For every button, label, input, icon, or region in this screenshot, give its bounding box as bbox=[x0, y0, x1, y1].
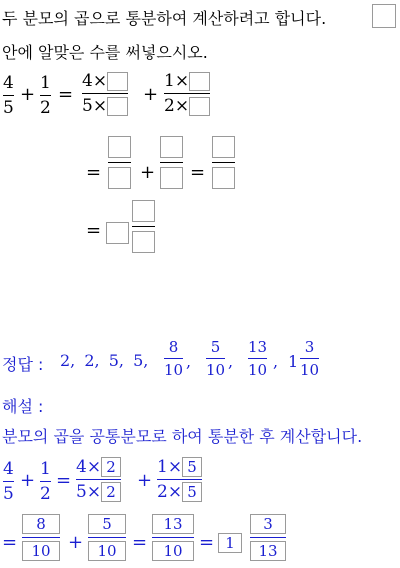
blank-box[interactable] bbox=[107, 97, 128, 116]
blank-fraction-2 bbox=[160, 136, 183, 189]
filled-box: 2 bbox=[101, 457, 121, 477]
expl-mixed-fraction: $\frac{3}{13}$ bbox=[250, 514, 286, 561]
expl-fraction-term-1: 4× 2 5× 2 bbox=[76, 456, 121, 503]
answer-label: 정답 : bbox=[2, 355, 44, 374]
answer-fraction-3: 13 10 bbox=[248, 338, 268, 379]
expl-mixed-whole: 1 bbox=[218, 533, 242, 553]
plus-sign: + bbox=[68, 532, 84, 553]
blank-fraction-mixed bbox=[132, 200, 155, 253]
blank-box[interactable] bbox=[160, 167, 183, 189]
equals-sign: = bbox=[199, 532, 215, 553]
blank-box[interactable] bbox=[189, 72, 210, 91]
plus-sign: + bbox=[137, 470, 153, 491]
answer-mixed-whole: 1 bbox=[288, 352, 299, 371]
plus-sign: + bbox=[143, 84, 159, 105]
blank-box[interactable] bbox=[107, 72, 128, 91]
answer-fraction-1: 8 10 bbox=[164, 338, 184, 379]
filled-box: 5 bbox=[182, 482, 202, 502]
blank-fraction-1 bbox=[108, 136, 131, 189]
blank-box[interactable] bbox=[132, 200, 155, 222]
expl-fraction-four-fifths: 4 5 bbox=[3, 459, 14, 504]
expl-fraction-term-2: 1× 5 2× 5 bbox=[157, 456, 202, 503]
expl-result-fraction-1: $\frac{8}{10}$ bbox=[22, 514, 60, 561]
fraction-one-half: 1 2 bbox=[40, 73, 51, 118]
fraction-four-fifths: 4 5 bbox=[3, 73, 14, 118]
answer-box-legend bbox=[372, 4, 396, 28]
plus-sign: + bbox=[140, 162, 156, 183]
equals-sign: = bbox=[56, 470, 72, 491]
equals-sign: = bbox=[2, 532, 18, 553]
blank-box[interactable] bbox=[132, 231, 155, 253]
explanation-label: 해설 : bbox=[2, 397, 44, 416]
equals-sign: = bbox=[86, 162, 102, 183]
comma: , bbox=[228, 352, 234, 371]
question-line-1: 두 분모의 곱으로 통분하여 계산하려고 합니다. bbox=[2, 9, 327, 28]
blank-box[interactable] bbox=[108, 136, 131, 158]
blank-box[interactable] bbox=[189, 97, 210, 116]
equals-sign: = bbox=[132, 532, 148, 553]
fraction-term-2: 1× 2× bbox=[164, 70, 210, 117]
filled-box: 5 bbox=[182, 457, 202, 477]
question-line-2: 안에 알맞은 수를 써넣으시오. bbox=[2, 43, 208, 62]
blank-fraction-3 bbox=[212, 136, 235, 189]
comma: , bbox=[186, 352, 192, 371]
expl-result-fraction-3: $\frac{13}{10}$ bbox=[152, 514, 194, 561]
fraction-term-1: 4× 5× bbox=[82, 70, 128, 117]
comma: , bbox=[273, 352, 279, 371]
blank-box[interactable] bbox=[212, 136, 235, 158]
expl-result-fraction-2: $\frac{5}{10}$ bbox=[88, 514, 126, 561]
explanation-text: 분모의 곱을 공통분모로 하여 통분한 후 계산합니다. bbox=[2, 427, 363, 446]
answer-fraction-2: 5 10 bbox=[206, 338, 226, 379]
answer-mixed-fraction: 3 10 bbox=[300, 338, 320, 379]
answer-plain-values: 2, 2, 5, 5, bbox=[60, 351, 149, 370]
blank-box[interactable] bbox=[212, 167, 235, 189]
plus-sign: + bbox=[20, 470, 36, 491]
blank-box[interactable] bbox=[108, 167, 131, 189]
blank-box-whole[interactable] bbox=[106, 222, 129, 244]
equals-sign: = bbox=[86, 220, 102, 241]
blank-box[interactable] bbox=[160, 136, 183, 158]
expl-fraction-one-half: 1 2 bbox=[40, 459, 51, 504]
equals-sign: = bbox=[58, 84, 74, 105]
plus-sign: + bbox=[20, 84, 36, 105]
equals-sign: = bbox=[190, 162, 206, 183]
filled-box: 2 bbox=[101, 482, 121, 502]
